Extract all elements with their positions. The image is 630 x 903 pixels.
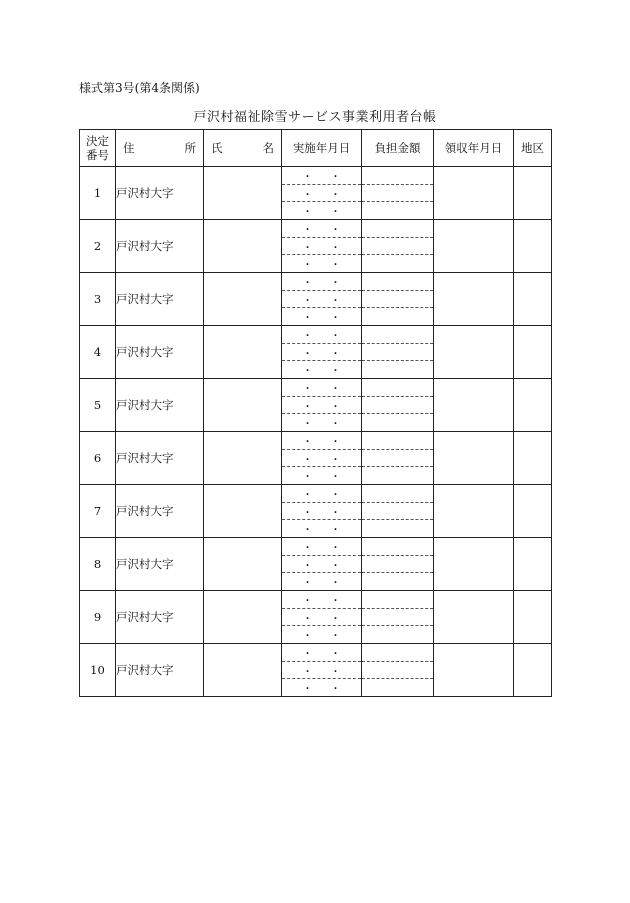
date-separator-dot: ・ [330, 595, 341, 607]
row-fee [362, 591, 434, 644]
date-separator-dot: ・ [302, 401, 313, 413]
table-row [80, 220, 552, 273]
fee-entry-line[interactable] [362, 591, 433, 608]
row-fee [362, 538, 434, 591]
row-name-cell[interactable] [204, 644, 282, 697]
row-area[interactable] [514, 644, 552, 697]
date-entry-line[interactable] [282, 555, 361, 573]
fee-entry-line[interactable] [362, 644, 433, 661]
date-separator-dot: ・ [302, 560, 313, 572]
row-address[interactable]: 戸沢村大字 [116, 167, 204, 220]
fee-entry-line[interactable] [362, 254, 433, 272]
row-address[interactable]: 戸沢村大字 [116, 273, 204, 326]
date-separator-dot: ・ [330, 648, 341, 660]
fee-entry-line[interactable] [362, 290, 433, 308]
date-separator-dot: ・ [330, 313, 341, 325]
date-separator-dot: ・ [330, 242, 341, 254]
date-separator-dot: ・ [330, 472, 341, 484]
date-separator-dot: ・ [330, 366, 341, 378]
row-number: 3 [80, 273, 116, 326]
date-separator-dot: ・ [302, 330, 313, 342]
date-entry-line[interactable] [282, 591, 361, 608]
row-implementation-date [282, 273, 362, 326]
row-name-cell[interactable] [204, 432, 282, 485]
row-implementation-date [282, 167, 362, 220]
date-entry-line[interactable] [282, 290, 361, 308]
date-separator-dot: ・ [302, 295, 313, 307]
date-separator-dot: ・ [330, 348, 341, 360]
row-area[interactable] [514, 538, 552, 591]
date-separator-dot: ・ [302, 419, 313, 431]
row-address[interactable]: 戸沢村大字 [116, 591, 204, 644]
row-implementation-date [282, 591, 362, 644]
table-row [80, 167, 552, 220]
row-name-cell[interactable] [204, 220, 282, 273]
date-separator-dot: ・ [330, 383, 341, 395]
fee-entry-line[interactable] [362, 519, 433, 537]
row-fee [362, 220, 434, 273]
row-receipt-date[interactable] [434, 379, 514, 432]
date-separator-dot: ・ [302, 383, 313, 395]
fee-entry-line[interactable] [362, 237, 433, 255]
table-row [80, 538, 552, 591]
row-receipt-date[interactable] [434, 326, 514, 379]
date-entry-line[interactable] [282, 413, 361, 431]
document-title: 戸沢村福祉除雪サービス事業利用者台帳 [193, 110, 437, 125]
row-receipt-date[interactable] [434, 167, 514, 220]
date-entry-line[interactable] [282, 432, 361, 449]
fee-entry-line[interactable] [362, 502, 433, 520]
date-entry-line[interactable] [282, 220, 361, 237]
date-separator-dot: ・ [330, 578, 341, 590]
date-separator-dot: ・ [330, 277, 341, 289]
date-entry-line[interactable] [282, 625, 361, 643]
fee-entry-line[interactable] [362, 555, 433, 573]
date-separator-dot: ・ [330, 207, 341, 219]
row-area[interactable] [514, 326, 552, 379]
date-separator-dot: ・ [330, 295, 341, 307]
date-separator-dot: ・ [302, 578, 313, 590]
row-receipt-date[interactable] [434, 644, 514, 697]
row-number: 1 [80, 167, 116, 220]
row-area[interactable] [514, 167, 552, 220]
date-entry-line[interactable] [282, 184, 361, 202]
fee-entry-line[interactable] [362, 538, 433, 555]
date-separator-dot: ・ [330, 631, 341, 643]
date-entry-line[interactable] [282, 608, 361, 626]
date-entry-line[interactable] [282, 343, 361, 361]
header-area: 地区 [514, 130, 552, 167]
row-number: 10 [80, 644, 116, 697]
fee-entry-line[interactable] [362, 343, 433, 361]
fee-entry-line[interactable] [362, 485, 433, 502]
row-fee [362, 485, 434, 538]
date-separator-dot: ・ [330, 684, 341, 696]
row-implementation-date [282, 379, 362, 432]
date-separator-dot: ・ [302, 260, 313, 272]
row-receipt-date[interactable] [434, 273, 514, 326]
date-separator-dot: ・ [302, 648, 313, 660]
table-row [80, 485, 552, 538]
date-entry-line[interactable] [282, 254, 361, 272]
date-entry-line[interactable] [282, 326, 361, 343]
table-row [80, 591, 552, 644]
row-implementation-date [282, 220, 362, 273]
form-number: 様式第3号(第4条関係) [79, 81, 200, 95]
row-fee [362, 432, 434, 485]
row-number: 4 [80, 326, 116, 379]
row-number: 6 [80, 432, 116, 485]
date-separator-dot: ・ [302, 472, 313, 484]
date-separator-dot: ・ [330, 189, 341, 201]
date-separator-dot: ・ [302, 313, 313, 325]
date-separator-dot: ・ [330, 666, 341, 678]
row-fee [362, 326, 434, 379]
row-name-cell[interactable] [204, 485, 282, 538]
row-area[interactable] [514, 432, 552, 485]
header-fee: 負担金額 [362, 130, 434, 167]
row-fee [362, 379, 434, 432]
row-address[interactable]: 戸沢村大字 [116, 220, 204, 273]
date-entry-line[interactable] [282, 273, 361, 290]
row-name-cell[interactable] [204, 326, 282, 379]
row-area[interactable] [514, 273, 552, 326]
date-separator-dot: ・ [302, 348, 313, 360]
fee-entry-line[interactable] [362, 379, 433, 396]
fee-entry-line[interactable] [362, 396, 433, 414]
ledger-table [79, 129, 552, 697]
date-separator-dot: ・ [302, 277, 313, 289]
date-separator-dot: ・ [302, 684, 313, 696]
date-separator-dot: ・ [302, 224, 313, 236]
header-name: 氏 名 [204, 130, 282, 167]
row-number: 2 [80, 220, 116, 273]
fee-entry-line[interactable] [362, 307, 433, 325]
fee-entry-line[interactable] [362, 413, 433, 431]
date-entry-line[interactable] [282, 485, 361, 502]
table-row [80, 644, 552, 697]
date-separator-dot: ・ [302, 631, 313, 643]
fee-entry-line[interactable] [362, 220, 433, 237]
date-entry-line[interactable] [282, 307, 361, 325]
date-separator-dot: ・ [330, 436, 341, 448]
header-row [80, 130, 552, 167]
row-area[interactable] [514, 379, 552, 432]
date-separator-dot: ・ [302, 507, 313, 519]
ledger-body [80, 167, 552, 697]
row-name-cell[interactable] [204, 538, 282, 591]
fee-entry-line[interactable] [362, 661, 433, 679]
row-address[interactable]: 戸沢村大字 [116, 538, 204, 591]
row-number: 8 [80, 538, 116, 591]
row-fee [362, 273, 434, 326]
date-entry-line[interactable] [282, 201, 361, 219]
date-separator-dot: ・ [302, 242, 313, 254]
table-row [80, 379, 552, 432]
row-address[interactable]: 戸沢村大字 [116, 485, 204, 538]
table-row [80, 273, 552, 326]
date-separator-dot: ・ [330, 489, 341, 501]
date-separator-dot: ・ [302, 595, 313, 607]
table-row [80, 326, 552, 379]
row-address[interactable]: 戸沢村大字 [116, 644, 204, 697]
row-name-cell[interactable] [204, 167, 282, 220]
row-address[interactable]: 戸沢村大字 [116, 379, 204, 432]
date-entry-line[interactable] [282, 661, 361, 679]
table-row [80, 432, 552, 485]
fee-entry-line[interactable] [362, 326, 433, 343]
date-entry-line[interactable] [282, 449, 361, 467]
date-separator-dot: ・ [330, 613, 341, 625]
row-number: 5 [80, 379, 116, 432]
date-separator-dot: ・ [330, 525, 341, 537]
header-implementation-date: 実施年月日 [282, 130, 362, 167]
date-entry-line[interactable] [282, 360, 361, 378]
row-name-cell[interactable] [204, 379, 282, 432]
date-separator-dot: ・ [302, 454, 313, 466]
date-separator-dot: ・ [330, 330, 341, 342]
date-entry-line[interactable] [282, 519, 361, 537]
row-receipt-date[interactable] [434, 485, 514, 538]
row-area[interactable] [514, 591, 552, 644]
date-separator-dot: ・ [330, 507, 341, 519]
date-entry-line[interactable] [282, 678, 361, 696]
header-receipt-date: 領収年月日 [434, 130, 514, 167]
date-entry-line[interactable] [282, 237, 361, 255]
date-separator-dot: ・ [330, 542, 341, 554]
header-number: 決定 番号 [80, 130, 116, 167]
fee-entry-line[interactable] [362, 449, 433, 467]
fee-entry-line[interactable] [362, 466, 433, 484]
fee-entry-line[interactable] [362, 572, 433, 590]
date-separator-dot: ・ [330, 419, 341, 431]
fee-entry-line[interactable] [362, 608, 433, 626]
date-separator-dot: ・ [330, 224, 341, 236]
row-fee [362, 644, 434, 697]
fee-entry-line[interactable] [362, 625, 433, 643]
row-implementation-date [282, 644, 362, 697]
date-separator-dot: ・ [302, 366, 313, 378]
date-separator-dot: ・ [302, 189, 313, 201]
row-fee [362, 167, 434, 220]
date-separator-dot: ・ [302, 613, 313, 625]
date-entry-line[interactable] [282, 466, 361, 484]
row-number: 9 [80, 591, 116, 644]
fee-entry-line[interactable] [362, 201, 433, 219]
date-separator-dot: ・ [302, 436, 313, 448]
date-entry-line[interactable] [282, 502, 361, 520]
row-implementation-date [282, 432, 362, 485]
date-separator-dot: ・ [302, 207, 313, 219]
date-entry-line[interactable] [282, 167, 361, 184]
date-entry-line[interactable] [282, 379, 361, 396]
row-address[interactable]: 戸沢村大字 [116, 432, 204, 485]
date-entry-line[interactable] [282, 644, 361, 661]
date-separator-dot: ・ [302, 171, 313, 183]
date-separator-dot: ・ [302, 489, 313, 501]
row-receipt-date[interactable] [434, 432, 514, 485]
row-name-cell[interactable] [204, 591, 282, 644]
fee-entry-line[interactable] [362, 273, 433, 290]
date-separator-dot: ・ [302, 542, 313, 554]
date-entry-line[interactable] [282, 396, 361, 414]
row-name-cell[interactable] [204, 273, 282, 326]
fee-entry-line[interactable] [362, 184, 433, 202]
date-separator-dot: ・ [330, 560, 341, 572]
fee-entry-line[interactable] [362, 432, 433, 449]
date-entry-line[interactable] [282, 538, 361, 555]
row-area[interactable] [514, 220, 552, 273]
row-area[interactable] [514, 485, 552, 538]
row-receipt-date[interactable] [434, 591, 514, 644]
date-separator-dot: ・ [302, 666, 313, 678]
header-address: 住 所 [116, 130, 204, 167]
row-receipt-date[interactable] [434, 220, 514, 273]
date-separator-dot: ・ [330, 171, 341, 183]
fee-entry-line[interactable] [362, 678, 433, 696]
row-address[interactable]: 戸沢村大字 [116, 326, 204, 379]
date-separator-dot: ・ [330, 260, 341, 272]
row-receipt-date[interactable] [434, 538, 514, 591]
fee-entry-line[interactable] [362, 167, 433, 184]
date-separator-dot: ・ [330, 454, 341, 466]
date-entry-line[interactable] [282, 572, 361, 590]
date-separator-dot: ・ [302, 525, 313, 537]
row-implementation-date [282, 538, 362, 591]
fee-entry-line[interactable] [362, 360, 433, 378]
date-separator-dot: ・ [330, 401, 341, 413]
row-implementation-date [282, 326, 362, 379]
row-implementation-date [282, 485, 362, 538]
row-number: 7 [80, 485, 116, 538]
